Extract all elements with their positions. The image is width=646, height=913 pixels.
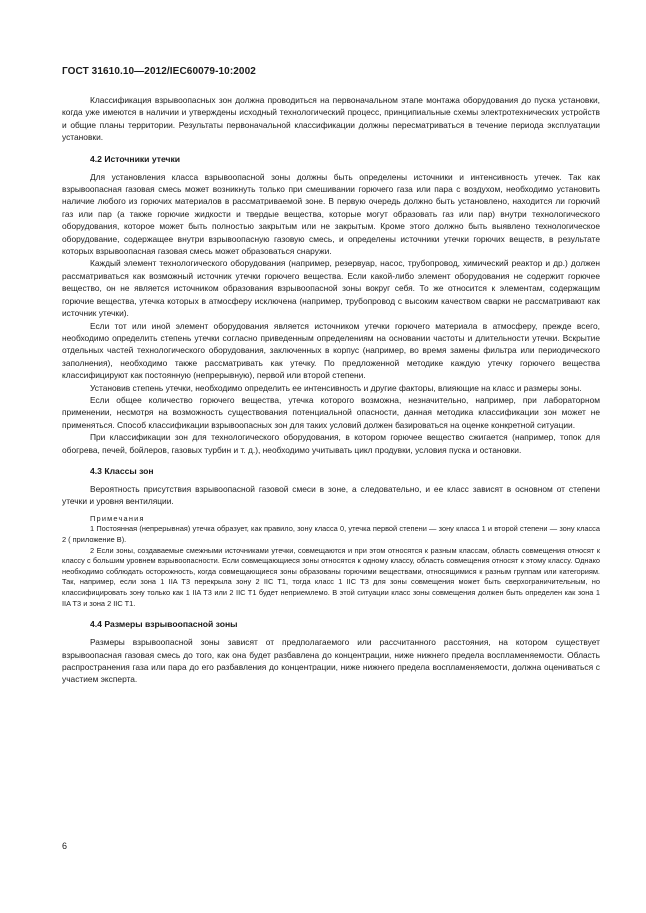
paragraph: Размеры взрывоопасной зоны зависят от предполагаемого или рассчитанного расстояния, на котором существует взрывоопасная газовая смесь до того, как она будет разбавлена до концентрации, ниже нижнего предела воспламеняемости. Область распространения газа или пара до его разбавления до концентрации, ниже нижнего предела воспламеняемости, должна оцениваться с участием эксперта. [62, 637, 600, 685]
section-heading-4-2: 4.2 Источники утечки [90, 153, 181, 164]
note-1: 1 Постоянная (непрерывная) утечка образует, как правило, зону класса 0, утечка первой степени — зону класса 1 и второй степени — зону класса 2 ( приложение В). [62, 524, 600, 544]
paragraph: Если общее количество горючего вещества, утечка которого возможна, незначительно, например, при лабораторном применении, несмотря на возможность существования потенциальной опасности, данная методика классификации зон может не применяться. Способ классификации взрывоопасных зон для таких условий должен базироваться на оценке конкретной ситуации. [62, 394, 600, 430]
paragraph: Если тот или иной элемент оборудования является источником утечки горючего материала в атмосферу, прежде всего, необходимо определить степень утечки согласно приведенным определениям на основании частоты и длительности утечки. Вскрытие отдельных частей технологического оборудования, заключенных в корпус (например, во время замены фильтра или периодического заполнения), необходимо также рассматривать как утечку. По предложенной методике каждую утечку горючего вещества классифицируют как постоянную (непрерывную), первой или второй степени. [62, 320, 600, 381]
section-heading-4-4: 4.4 Размеры взрывоопасной зоны [90, 619, 238, 630]
intro-paragraph: Классификация взрывоопасных зон должна проводиться на первоначальном этапе монтажа оборудования до пуска установки, когда уже имеются в наличии и утверждены исходный технологический процесс, принципиальные схемы электротехнических устройств и общие планы территории. Результаты первоначальной классификации должны пересматриваться в течение периода эксплуатации установки. [62, 95, 600, 143]
paragraph: При классификации зон для технологического оборудования, в котором горючее вещество сжигается (например, топок для обогрева, печей, бойлеров, газовых турбин и т. д.), необходимо учитывать цикл продувки, условия пуска и остановки. [62, 432, 600, 455]
paragraph: Для установления класса взрывоопасной зоны должны быть определены источники и интенсивность утечек. Так как взрывоопасная газовая смесь может возникнуть только при смешивании горючего газа или пара с воздухом, необходимо установить наличие любого из горючих материалов в рассматриваемой зоне. В первую очередь должно быть установлено, находится ли горючий газ или пар (а также горючие жидкости и твердые вещества, которые могут образовать газ или пар) внутри технологического оборудования, которое может быть полностью закрытым или не закрытым. Кроме этого должно быть выявлено технологическое оборудование, содержащее внутри взрывоопасную газовую смесь, и определены источники утечки горючих веществ, в результате которых взрывоопасная газовая смесь может образоваться снаружи. [62, 171, 600, 257]
paragraph: Установив степень утечки, необходимо определить ее интенсивность и другие факторы, влияющие на класс и размеры зоны. [90, 382, 582, 393]
notes-title: Примечания [90, 513, 145, 523]
note-2: 2 Если зоны, создаваемые смежными источниками утечки, совмещаются и при этом относятся к разным классам, область совмещения относят к классу с большим уровнем взрывоопасности. Если совмещающиеся зоны относятся к одному классу, область совмещения относят к этому классу. Однако необходимо соблюдать осторожность, когда совмещающиеся зоны образованы горючими веществами, относящимися к разным группам или категориям. Так, например, если зона 1 IIA T3 перекрыла зону 2 IIC T1, тогда класс 1 IIC T3 для зоны совмещения может быть сверхограничительным, но классифицировать зону только как 1 IIA T3 или 2 IIC T1 будет неприемлемо. В этой ситуации класс зоны совмещения должен быть определен как зона 1 IIA T3 и зона 2 IIC T1. [62, 545, 600, 608]
page-number: 6 [62, 841, 68, 851]
paragraph: Вероятность присутствия взрывоопасной газовой смеси в зоне, а следовательно, и ее класс зависят в основном от степени утечки и уровня вентиляции. [62, 483, 600, 507]
section-heading-4-3: 4.3 Классы зон [90, 465, 154, 476]
document-header: ГОСТ 31610.10—2012/IEC60079-10:2002 [62, 66, 256, 77]
paragraph: Каждый элемент технологического оборудования (например, резервуар, насос, трубопровод, химический реактор и др.) должен рассматриваться как возможный источник утечки горючего вещества. Если какой-либо элемент оборудования не содержит горючее вещество, он не является источником образования взрывоопасной зоны вокруг себя. То же относится к элементам, содержащим горючие вещества, утечка которых в атмосферу исключена (например, трубопровод с высоким качеством сварки не рассматривают как источник утечки). [62, 258, 600, 319]
document-body [62, 94, 600, 686]
